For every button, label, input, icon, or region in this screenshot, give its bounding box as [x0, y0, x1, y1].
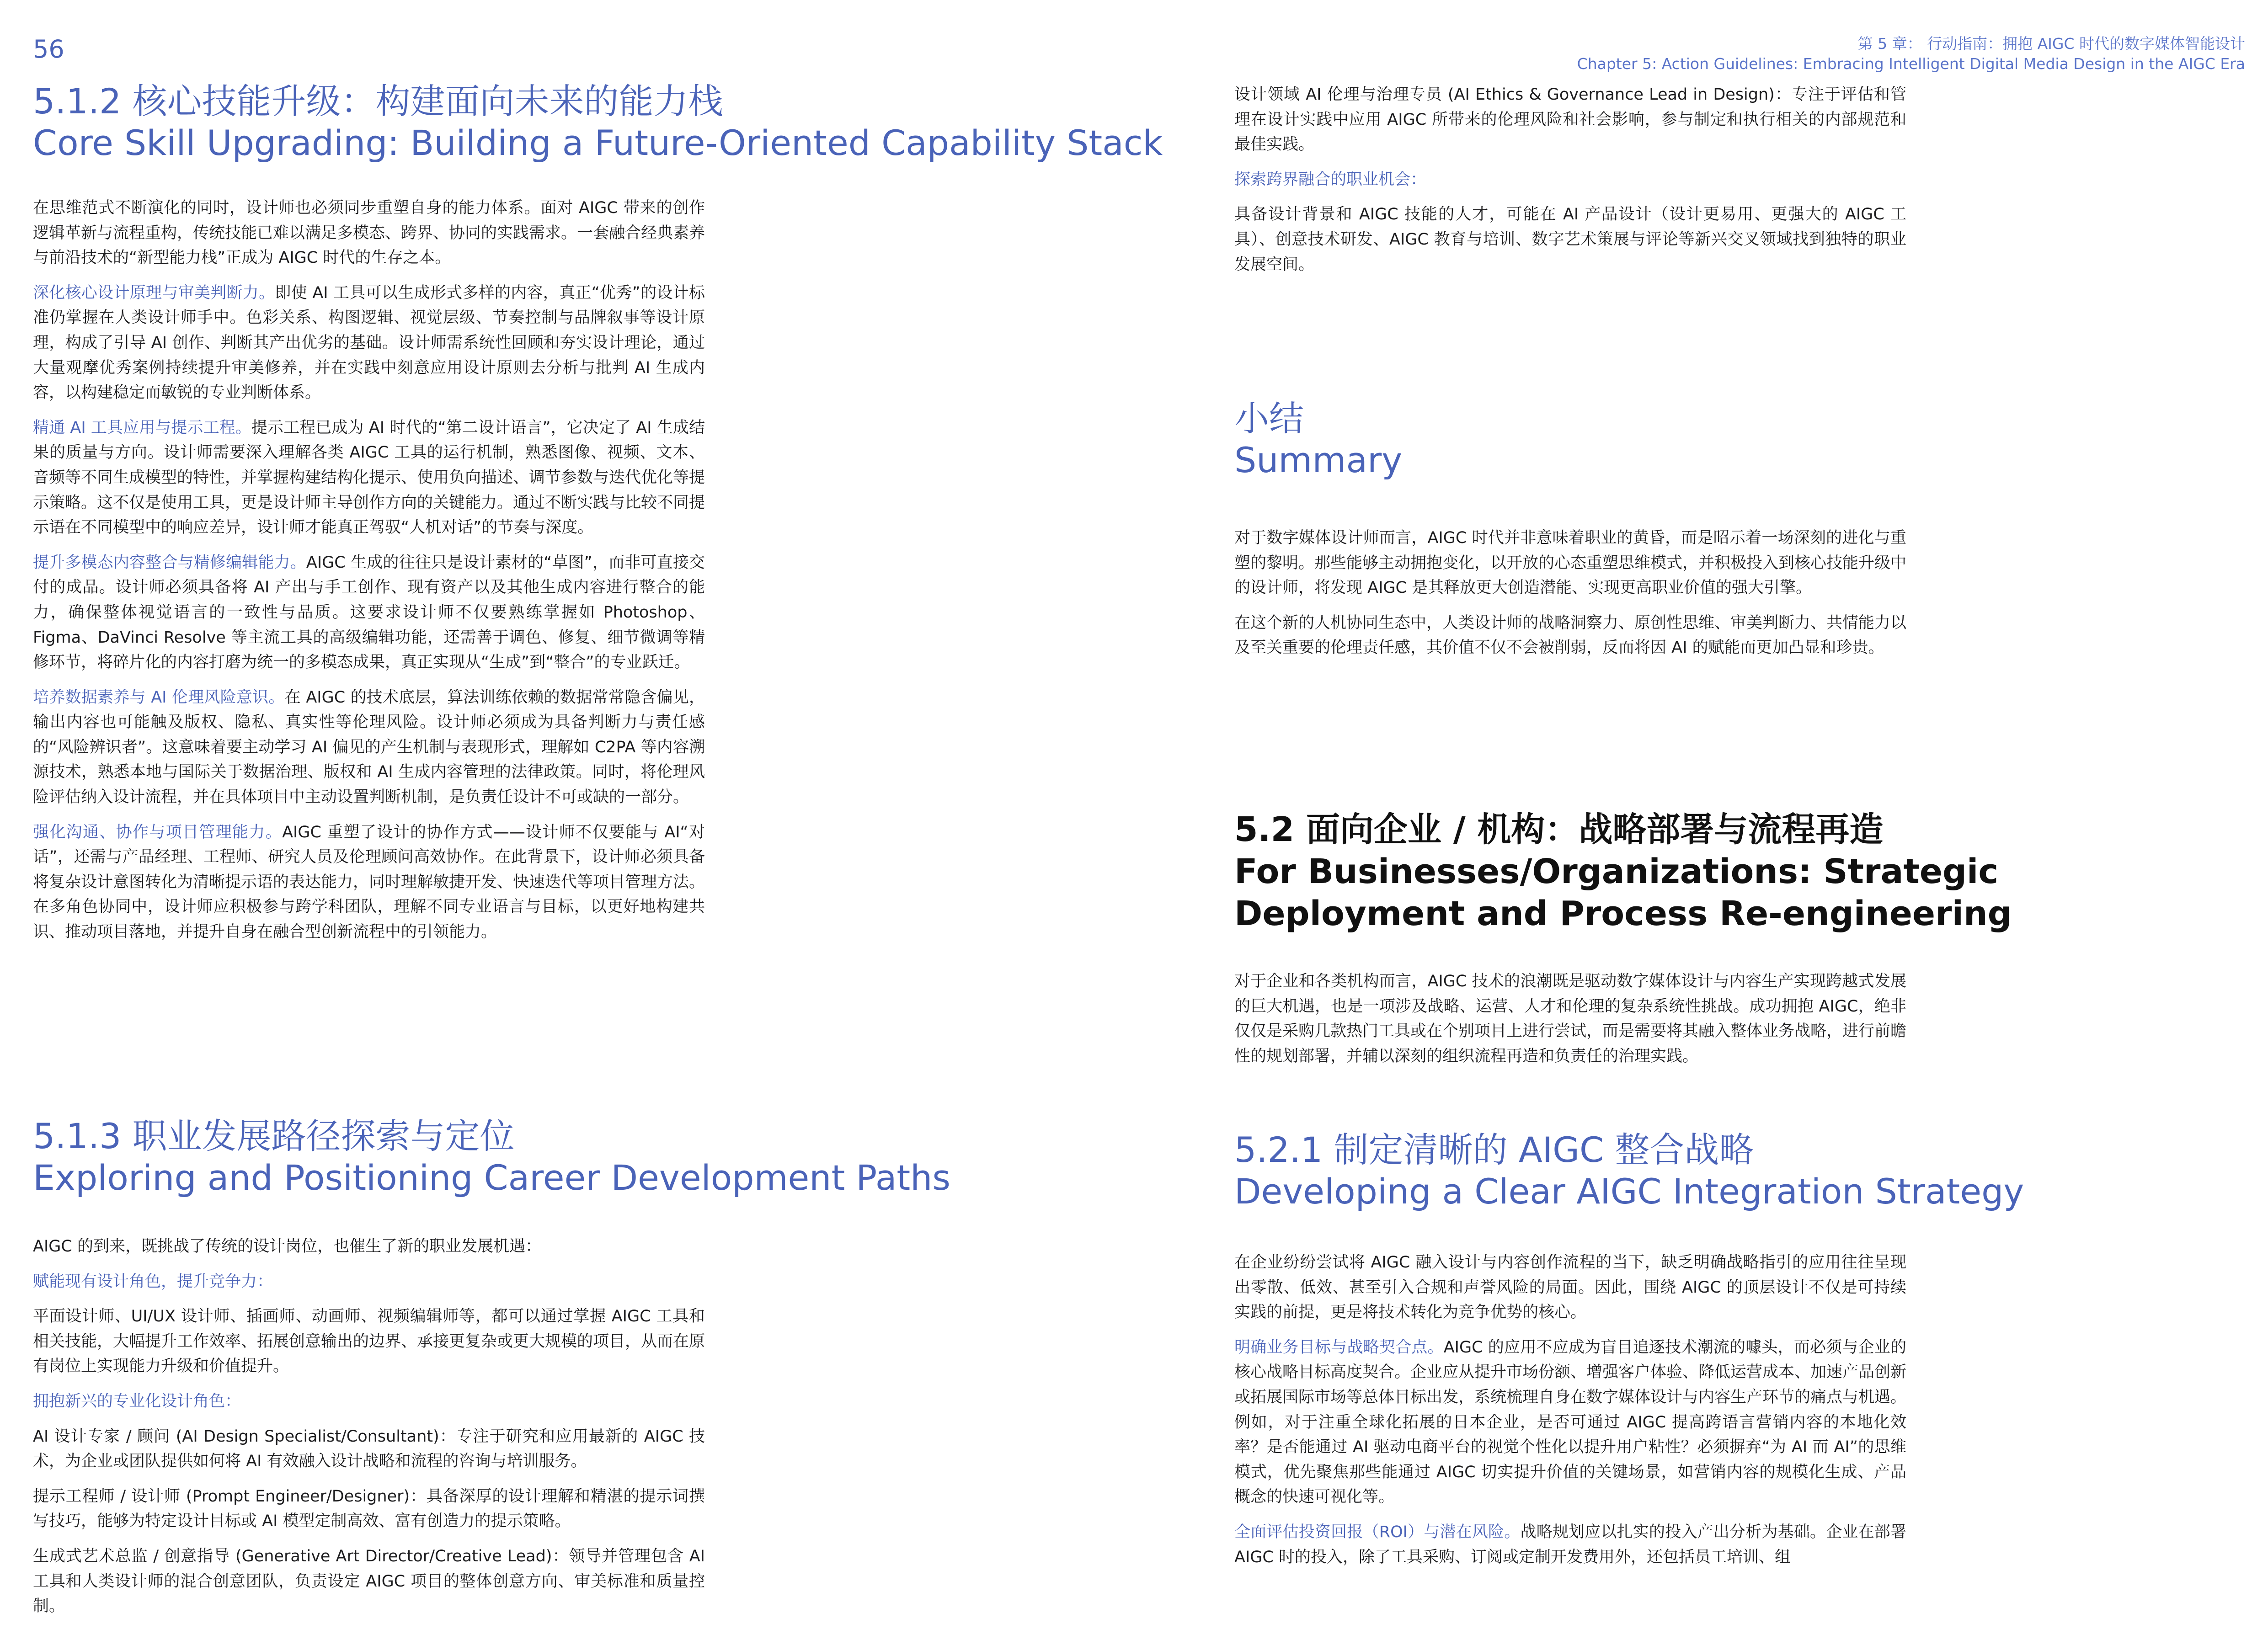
paragraph: 在企业纷纷尝试将 AIGC 融入设计与内容创作流程的当下，缺乏明确战略指引的应用往往呈现出零散、低效、甚至引入合规和声誉风险的局面。因此，围绕 AIGC 的顶层设计不仅是可持续实践的前提，更是将技术转化为竞争优势的核心。 — [1234, 1253, 1906, 1322]
running-header-cn: 第 5 章： 行动指南：拥抱 AIGC 时代的数字媒体智能设计 — [1857, 35, 2245, 53]
section-5-2-body — [1234, 969, 1906, 1079]
skill-text: AIGC 生成的往往只是设计素材的“草图”，而非可直接交付的成品。设计师必须具备将 AI 产出与手工创作、现有资产以及其他生成内容进行整合的能力，确保整体视觉语言的一致性与品质。这要求设计师不仅要熟练掌握如 Photoshop、Figma、DaVinci Resolve 等主流工具的高级编辑功能，还需善于调色、修复、细节微调等精修环节，将碎片化的内容打磨为统一的多模态成果，真正实现从“生成”到“整合”的专业跃迁。 — [33, 553, 705, 672]
subheading: 拥抱新兴的专业化设计角色： — [33, 1392, 241, 1411]
section-5-1-3-continued — [1234, 82, 1906, 287]
paragraph: 在思维范式不断演化的同时，设计师也必须同步重塑自身的能力体系。面对 AIGC 带来的创作逻辑革新与流程重构，传统技能已难以满足多模态、跨界、协同的实践需求。一套融合经典素养与前沿技术的“新型能力栈”正成为 AIGC 时代的生存之本。 — [33, 199, 705, 267]
page-number: 56 — [33, 35, 64, 64]
strategy-text: AIGC 的应用不应成为盲目追逐技术潮流的噱头，而必须与企业的核心战略目标高度契合。企业应从提升市场份额、增强客户体验、降低运营成本、加速产品创新或拓展国际市场等总体目标出发，系统梳理自身在数字媒体设计与内容生产环节的痛点与机遇。例如，对于注重全球化拓展的日本企业，是否可通过 AIGC 提高跨语言营销内容的本地化效率？是否能通过 AI 驱动电商平台的视觉个性化以提升用户粘性？必须摒弃“为 AI 而 AI”的思维模式，优先聚焦那些能通过 AIGC 切实提升价值的关键场景，如营销内容的规模化生成、产品概念的快速可视化等。 — [1234, 1338, 1907, 1507]
skill-item — [33, 550, 705, 675]
skill-lead: 培养数据素养与 AI 伦理风险意识。 — [33, 688, 285, 707]
skill-lead: 精通 AI 工具应用与提示工程。 — [33, 418, 251, 437]
paragraph: AIGC 的到来，既挑战了传统的设计岗位，也催生了新的职业发展机遇： — [33, 1237, 541, 1256]
skill-lead: 提升多模态内容整合与精修编辑能力。 — [33, 553, 306, 572]
running-header-en: Chapter 5: Action Guidelines: Embracing Intelligent Digital Media Design in the AIGC Era — [1577, 54, 2245, 73]
skill-text: AIGC 重塑了设计的协作方式——设计师不仅要能与 AI“对话”，还需与产品经理、工程师、研究人员及伦理顾问高效协作。在此背景下，设计师必须具备将复杂设计意图转化为清晰提示语的表达能力，同时理解敏捷开发、快速迭代等项目管理方法。在多角色协同中，设计师应积极参与跨学科团队，理解不同专业语言与目标，以更好地构建共识、推动项目落地，并提升自身在融合型创新流程中的引领能力。 — [33, 823, 705, 942]
summary-title-en: Summary — [1234, 440, 1403, 481]
strategy-text: 战略规划应以扎实的投入产出分析为基础。企业在部署 AIGC 时的投入，除了工具采购、订阅或定制开发费用外，还包括员工培训、组 — [1234, 1523, 1906, 1566]
strategy-item — [1234, 1520, 1906, 1570]
skill-item — [33, 415, 705, 540]
section-5-1-2 — [33, 80, 1163, 164]
section-5-2-1 — [1234, 1129, 2231, 1212]
section-title-en: Core Skill Upgrading: Building a Future-Oriented Capability Stack — [33, 122, 1163, 164]
section-title-cn: 5.1.3 职业发展路径探索与定位 — [33, 1116, 515, 1156]
section-5-1-3-body — [33, 1234, 705, 1629]
summary-title-cn: 小结 — [1234, 398, 1304, 439]
running-header — [1577, 34, 2245, 74]
summary-section — [1234, 398, 2231, 481]
skill-item — [33, 281, 705, 405]
subheading: 探索跨界融合的职业机会： — [1234, 170, 1427, 189]
section-title-cn: 5.2 面向企业 / 机构：战略部署与流程再造 — [1234, 810, 1884, 849]
skill-item — [33, 685, 705, 810]
skill-lead: 深化核心设计原理与审美判断力。 — [33, 283, 275, 302]
role-item: 提示工程师 / 设计师 (Prompt Engineer/Designer)：具备深厚的设计理解和精湛的提示词撰写技巧，能够为特定设计目标或 AI 模型定制高效、富有创造力的提示策略。 — [33, 1487, 705, 1531]
strategy-item — [1234, 1335, 1906, 1510]
section-title-en: For Businesses/Organizations: Strategic Deployment and Process Re-engineering — [1234, 852, 2012, 933]
section-title-cn: 5.1.2 核心技能升级：构建面向未来的能力栈 — [33, 81, 723, 122]
section-title-cn: 5.2.1 制定清晰的 AIGC 整合战略 — [1234, 1129, 1754, 1170]
section-title-en: Developing a Clear AIGC Integration Strategy — [1234, 1171, 2024, 1212]
skill-item — [33, 820, 705, 945]
strategy-lead: 明确业务目标与战略契合点。 — [1234, 1338, 1444, 1357]
paragraph: 对于企业和各类机构而言，AIGC 技术的浪潮既是驱动数字媒体设计与内容生产实现跨越式发展的巨大机遇，也是一项涉及战略、运营、人才和伦理的复杂系统性挑战。成功拥抱 AIGC，绝非仅仅是采购几款热门工具或在个别项目上进行尝试，而是需要将其融入整体业务战略，进行前瞻性的规划部署，并辅以深刻的组织流程再造和负责任的治理实践。 — [1234, 972, 1907, 1065]
paragraph: 具备设计背景和 AIGC 技能的人才，可能在 AI 产品设计（设计更易用、更强大的 AIGC 工具）、创意技术研发、AIGC 教育与培训、数字艺术策展与评论等新兴交叉领域找到独特的职业发展空间。 — [1234, 205, 1906, 274]
skill-text: 即使 AI 工具可以生成形式多样的内容，真正“优秀”的设计标准仍掌握在人类设计师手中。色彩关系、构图逻辑、视觉层级、节奏控制与品牌叙事等设计原理，构成了引导 AI 创作、判断其产出优劣的基础。设计师需系统性回顾和夯实设计理论，通过大量观摩优秀案例持续提升审美修养，并在实践中刻意应用设计原则去分析与批判 AI 生成内容，以构建稳定而敏锐的专业判断体系。 — [33, 283, 705, 402]
skill-text: 提示工程已成为 AI 时代的“第二设计语言”，它决定了 AI 生成结果的质量与方向。设计师需要深入理解各类 AIGC 工具的运行机制，熟悉图像、视频、文本、音频等不同生成模型的特性，并掌握构建结构化提示、使用负向描述、调节参数与迭代优化等提示策略。这不仅是使用工具，更是设计师主导创作方向的关键能力。通过不断实践与比较不同提示语在不同模型中的响应差异，设计师才能真正驾驭“人机对话”的节奏与深度。 — [33, 418, 705, 537]
section-title-en: Exploring and Positioning Career Development Paths — [33, 1157, 950, 1198]
section-5-1-2-body — [33, 196, 705, 955]
skill-lead: 强化沟通、协作与项目管理能力。 — [33, 823, 283, 841]
role-item: AI 设计专家 / 顾问 (AI Design Specialist/Consultant)：专注于研究和应用最新的 AIGC 技术，为企业或团队提供如何将 AI 有效融入设计战略和流程的咨询与培训服务。 — [33, 1427, 705, 1471]
section-5-1-3 — [33, 1115, 950, 1198]
section-5-2-1-body — [1234, 1250, 1906, 1580]
summary-body — [1234, 526, 1906, 671]
paragraph: 平面设计师、UI/UX 设计师、插画师、动画师、视频编辑师等，都可以通过掌握 AIGC 工具和相关技能，大幅提升工作效率、拓展创意输出的边界、承接更复杂或更大规模的项目，从而在原有岗位上实现能力升级和价值提升。 — [33, 1307, 705, 1376]
skill-text: 在 AIGC 的技术底层，算法训练依赖的数据常常隐含偏见，输出内容也可能触及版权、隐私、真实性等伦理风险。设计师必须成为具备判断力与责任感的“风险辨识者”。这意味着要主动学习 AI 偏见的产生机制与表现形式，理解如 C2PA 等内容溯源技术，熟悉本地与国际关于数据治理、版权和 AI 生成内容管理的法律政策。同时，将伦理风险评估纳入设计流程，并在具体项目中主动设置判断机制，是负责任设计不可或缺的一部分。 — [33, 688, 705, 807]
section-5-2 — [1234, 809, 2204, 935]
paragraph: 对于数字媒体设计师而言，AIGC 时代并非意味着职业的黄昏，而是昭示着一场深刻的进化与重塑的黎明。那些能够主动拥抱变化，以开放的心态重塑思维模式，并积极投入到核心技能升级中的设计师，将发现 AIGC 是其释放更大创造潜能、实现更高职业价值的强大引擎。 — [1234, 529, 1907, 597]
subheading: 赋能现有设计角色，提升竞争力： — [33, 1272, 273, 1291]
strategy-lead: 全面评估投资回报（ROI）与潜在风险。 — [1234, 1523, 1521, 1541]
role-item: 生成式艺术总监 / 创意指导 (Generative Art Director/Creative Lead)：领导并管理包含 AI 工具和人类设计师的混合创意团队，负责设定 AIGC 项目的整体创意方向、审美标准和质量控制。 — [33, 1547, 705, 1616]
paragraph: 在这个新的人机协同生态中，人类设计师的战略洞察力、原创性思维、审美判断力、共情能力以及至关重要的伦理责任感，其价值不仅不会被削弱，反而将因 AI 的赋能而更加凸显和珍贵。 — [1234, 613, 1907, 657]
role-item: 设计领域 AI 伦理与治理专员 (AI Ethics & Governance Lead in Design)：专注于评估和管理在设计实践中应用 AIGC 所带来的伦理风险和社会影响，参与制定和执行相关的内部规范和最佳实践。 — [1234, 85, 1906, 154]
